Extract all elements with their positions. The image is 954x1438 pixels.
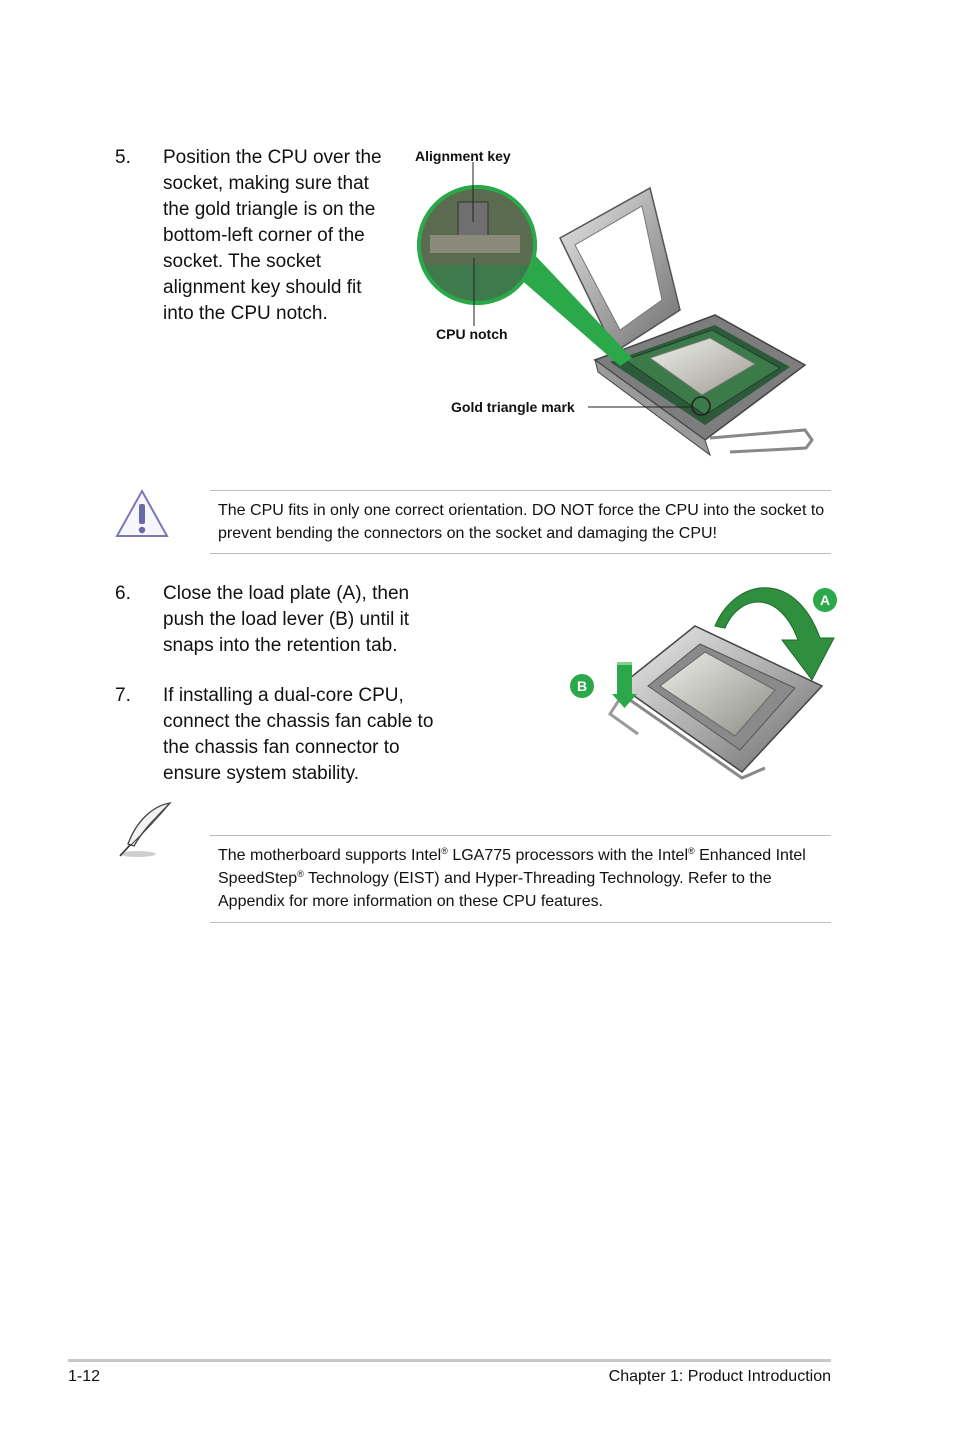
note-text-part-4: Technology (EIST) and Hyper-Threading Technology. Refer to the Appendix for more information on these CPU features. [218, 870, 772, 910]
gold-triangle-mark-label: Gold triangle mark [451, 399, 575, 415]
label-b-badge: B [576, 678, 588, 694]
step-7-number: 7. [115, 685, 131, 706]
note-text-part-1: The motherboard supports Intel [218, 847, 442, 864]
registered-mark-3: ® [297, 869, 304, 879]
page-number: 1-12 [68, 1368, 101, 1385]
quill-pen-icon [114, 800, 174, 860]
caution-text: The CPU fits in only one correct orientation. DO NOT force the CPU into the socket to prevent bending the connectors on the socket and damaging the CPU! [218, 502, 825, 542]
alignment-key-label: Alignment key [415, 148, 511, 164]
note-text-part-2: LGA775 processors with the Intel [447, 847, 688, 864]
registered-mark-2: ® [688, 846, 695, 856]
cpu-notch-label: CPU notch [436, 326, 508, 342]
step-6-number: 6. [115, 583, 131, 604]
step-5-number: 5. [115, 147, 131, 168]
note-box [210, 835, 831, 923]
step-7-text: If installing a dual-core CPU, connect the chassis fan cable to the chassis fan connector to ensure system stability. [163, 685, 434, 784]
note-text [218, 844, 830, 913]
registered-mark-1: ® [441, 846, 448, 856]
step-6-text: Close the load plate (A), then push the load lever (B) until it snaps into the retention tab. [163, 583, 410, 656]
note-text-part-3: Enhanced Intel SpeedStep [218, 847, 806, 887]
chapter-title: Chapter 1: Product Introduction [608, 1368, 831, 1385]
close-load-plate-figure [560, 568, 840, 783]
step-5-text: Position the CPU over the socket, making sure that the gold triangle is on the bottom-left corner of the socket. The socket alignment key should fit into the CPU notch. [163, 147, 382, 324]
caution-box [210, 490, 831, 554]
close-load-plate-illustration [560, 568, 840, 783]
footer-rule [68, 1359, 831, 1362]
warning-triangle-icon [114, 488, 170, 540]
label-a-badge: A [819, 592, 831, 608]
